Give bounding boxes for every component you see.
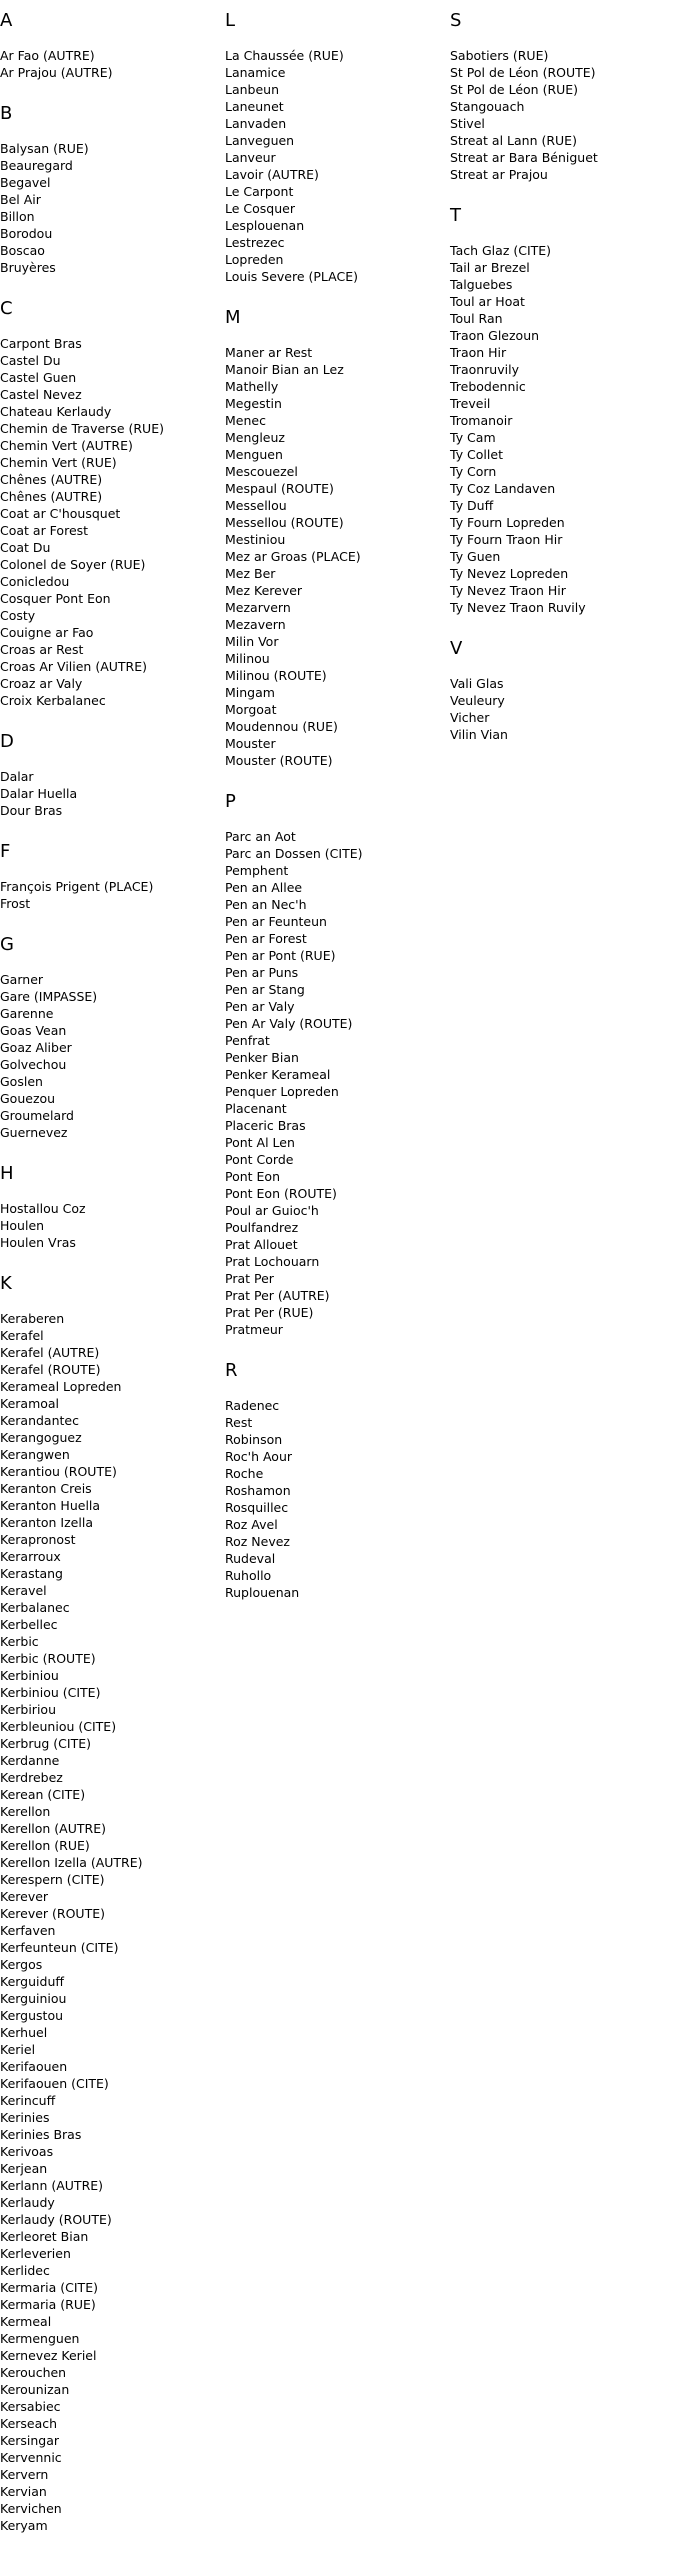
street-name: Prat Per (AUTRE) [225,1288,330,1303]
street-name: Pont Al Len [225,1135,295,1150]
street-index-column-3 [450,10,670,765]
street-name: Kerandantec [0,1413,79,1428]
street-name: Kerean (CITE) [0,1787,86,1802]
street-name: Veuleury [450,693,505,708]
street-name: La Chaussée (RUE) [225,48,344,63]
street-name: Pen ar Pont (RUE) [225,948,336,963]
street-name: Pen ar Stang [225,982,305,997]
street-name: Kerespern (CITE) [0,1872,105,1887]
street-name: Kerguiniou [0,1991,67,2006]
street-name: Croaz ar Valy [0,676,83,691]
section-letter-heading: V [450,638,463,659]
street-name: Poul ar Guioc'h [225,1203,319,1218]
street-name: Ty Collet [450,447,503,462]
street-list [0,768,220,819]
street-name: Stivel [450,116,485,131]
street-name: Ty Nevez Traon Hir [450,583,566,598]
street-name: Pen ar Forest [225,931,307,946]
street-name: Tach Glaz (CITE) [450,243,552,258]
section-letter-heading: A [0,10,13,31]
letter-section-t [450,205,670,616]
street-name: Treveil [450,396,491,411]
street-name: Lavoir (AUTRE) [225,167,319,182]
street-name: Ty Corn [450,464,497,479]
letter-section-f [0,841,220,912]
street-name: Kerinies [0,2110,50,2125]
letter-section-v [450,638,670,743]
street-name: Chemin de Traverse (RUE) [0,421,164,436]
street-name: Dour Bras [0,803,63,818]
street-name: Lanamice [225,65,286,80]
street-name: Traon Glezoun [450,328,540,343]
street-name: Kerastang [0,1566,63,1581]
section-letter-heading: P [225,791,236,812]
street-name: Kerjean [0,2161,48,2176]
street-name: Morgoat [225,702,277,717]
street-list [0,971,220,1141]
street-name: Mez Ber [225,566,276,581]
letter-section-r [225,1360,445,1601]
street-name: Le Carpont [225,184,294,199]
street-name: Golvechou [0,1057,67,1072]
street-name: Ty Fourn Traon Hir [450,532,563,547]
street-name: Roshamon [225,1483,291,1498]
street-name: Croix Kerbalanec [0,693,106,708]
street-name: Keramoal [0,1396,60,1411]
street-list [450,47,670,183]
street-name: Kerivoas [0,2144,54,2159]
section-letter-heading: T [450,205,461,226]
street-name: Megestin [225,396,282,411]
street-name: Prat Allouet [225,1237,298,1252]
street-name: Dalar [0,769,34,784]
street-name: Lanveur [225,150,276,165]
street-name: Mezarvern [225,600,291,615]
street-name: François Prigent (PLACE) [0,879,154,894]
street-name: Prat Per [225,1271,274,1286]
street-name: Kervian [0,2484,47,2499]
letter-section-s [450,10,670,183]
street-name: Goas Vean [0,1023,67,1038]
street-name: Bel Air [0,192,41,207]
street-name: Croas ar Rest [0,642,84,657]
street-name: Cosquer Pont Eon [0,591,111,606]
street-name: Kerafel [0,1328,44,1343]
street-list [0,335,220,709]
street-name: Poulfandrez [225,1220,299,1235]
street-name: Milin Vor [225,634,279,649]
street-name: Kervennic [0,2450,62,2465]
street-name: Pont Eon [225,1169,281,1184]
street-name: St Pol de Léon (ROUTE) [450,65,596,80]
street-name: Kergos [0,1957,43,1972]
street-list [225,1397,445,1601]
street-name: Prat Lochouarn [225,1254,320,1269]
street-name: Kermaria (CITE) [0,2280,98,2295]
street-list [225,47,445,285]
street-name: Kerdrebez [0,1770,63,1785]
street-name: Pen an Allee [225,880,303,895]
street-name: Balysan (RUE) [0,141,89,156]
street-name: Houlen [0,1218,45,1233]
letter-section-l [225,10,445,285]
street-name: Ar Prajou (AUTRE) [0,65,113,80]
street-name: Ty Nevez Traon Ruvily [450,600,586,615]
street-name: Menec [225,413,266,428]
letter-section-k [0,1273,220,2534]
street-name: Ruplouenan [225,1585,300,1600]
street-name: Pratmeur [225,1322,283,1337]
street-name: Pen ar Feunteun [225,914,327,929]
street-name: Kerlidec [0,2263,50,2278]
street-name: Kerinies Bras [0,2127,82,2142]
street-name: Chênes (AUTRE) [0,472,103,487]
street-name: Kerarroux [0,1549,61,1564]
street-name: Ty Coz Landaven [450,481,556,496]
letter-section-p [225,791,445,1338]
street-name: Roche [225,1466,264,1481]
street-name: Parc an Aot [225,829,296,844]
street-name: Lestrezec [225,235,285,250]
street-name: Keranton Izella [0,1515,93,1530]
street-name: Guernevez [0,1125,68,1140]
street-name: Pen ar Valy [225,999,295,1014]
street-name: Trebodennic [450,379,526,394]
street-name: Kerellon Izella (AUTRE) [0,1855,143,1870]
street-name: Milinou [225,651,270,666]
street-name: Lanbeun [225,82,280,97]
section-letter-heading: K [0,1273,12,1294]
street-name: Roz Avel [225,1517,278,1532]
street-name: Gouezou [0,1091,56,1106]
street-name: Pont Corde [225,1152,294,1167]
street-name: Chateau Kerlaudy [0,404,112,419]
street-name: Kerfaven [0,1923,56,1938]
street-name: Tail ar Brezel [450,260,530,275]
street-name: Ty Nevez Lopreden [450,566,569,581]
street-name: Kermenguen [0,2331,80,2346]
street-name: Moudennou (RUE) [225,719,338,734]
street-name: Ty Duff [450,498,494,513]
street-name: Kerbiriou [0,1702,56,1717]
street-name: Pont Eon (ROUTE) [225,1186,337,1201]
street-name: Rest [225,1415,253,1430]
street-name: Beauregard [0,158,73,173]
street-name: Mouster [225,736,276,751]
street-name: Kersingar [0,2433,60,2448]
street-name: Sabotiers (RUE) [450,48,549,63]
street-name: Ty Fourn Lopreden [450,515,565,530]
letter-section-d [0,731,220,819]
street-list [225,828,445,1338]
street-name: Conicledou [0,574,70,589]
section-letter-heading: H [0,1163,14,1184]
street-name: Kerellon [0,1804,51,1819]
street-index-column-2 [225,10,445,1623]
section-letter-heading: L [225,10,236,31]
street-name: Placeric Bras [225,1118,306,1133]
street-name: Kerafel (AUTRE) [0,1345,100,1360]
street-name: Kergustou [0,2008,64,2023]
street-name: Prat Per (RUE) [225,1305,314,1320]
street-name: Kerameal Lopreden [0,1379,122,1394]
street-name: Mouster (ROUTE) [225,753,333,768]
street-name: Kerhuel [0,2025,48,2040]
street-name: Traon Hir [450,345,507,360]
street-name: Streat ar Bara Béniguet [450,150,598,165]
letter-section-b [0,103,220,276]
street-name: Pen ar Puns [225,965,299,980]
street-name: Kerbiniou [0,1668,59,1683]
street-name: Pemphent [225,863,289,878]
street-list [0,1310,220,2534]
street-name: Toul Ran [450,311,503,326]
section-letter-heading: R [225,1360,238,1381]
street-name: Kerlann (AUTRE) [0,2178,104,2193]
street-list [0,878,220,912]
street-name: Coat Du [0,540,51,555]
street-name: Messellou [225,498,287,513]
street-name: Bruyères [0,260,56,275]
street-name: Manoir Bian an Lez [225,362,344,377]
street-name: Houlen Vras [0,1235,76,1250]
street-name: Kerleverien [0,2246,71,2261]
street-name: Kerounizan [0,2382,70,2397]
street-name: Pen an Nec'h [225,897,307,912]
street-name: Pen Ar Valy (ROUTE) [225,1016,353,1031]
street-name: Kerangoguez [0,1430,82,1445]
street-name: Penker Bian [225,1050,299,1065]
street-list [0,140,220,276]
street-name: Rosquillec [225,1500,289,1515]
street-name: Talguebes [450,277,513,292]
street-name: Keriel [0,2042,36,2057]
street-name: Rudeval [225,1551,276,1566]
street-name: Kerifaouen [0,2059,68,2074]
street-name: Stangouach [450,99,525,114]
street-name: Vilin Vian [450,727,508,742]
street-name: Placenant [225,1101,287,1116]
street-name: Ty Guen [450,549,501,564]
street-name: Kerbalanec [0,1600,70,1615]
street-name: Coat ar C'housquet [0,506,121,521]
street-list [0,1200,220,1251]
street-index-column-1 [0,10,220,2556]
street-name: Le Cosquer [225,201,295,216]
street-name: Couigne ar Fao [0,625,94,640]
street-name: Roz Nevez [225,1534,290,1549]
street-name: Penfrat [225,1033,270,1048]
street-name: Robinson [225,1432,283,1447]
street-name: Keranton Creis [0,1481,92,1496]
street-name: Vicher [450,710,490,725]
street-name: Traonruvily [450,362,519,377]
street-name: Goaz Aliber [0,1040,72,1055]
street-name: Toul ar Hoat [450,294,525,309]
section-letter-heading: S [450,10,462,31]
street-name: Mez Kerever [225,583,303,598]
letter-section-c [0,298,220,709]
street-name: Ty Cam [450,430,496,445]
street-name: Costy [0,608,36,623]
street-name: Kerellon (RUE) [0,1838,90,1853]
street-name: Garenne [0,1006,54,1021]
street-name: Kermaria (RUE) [0,2297,96,2312]
section-letter-heading: B [0,103,13,124]
street-name: Kerseach [0,2416,58,2431]
street-name: Kerlaudy [0,2195,55,2210]
street-name: Vali Glas [450,676,504,691]
street-name: Radenec [225,1398,280,1413]
street-name: Kerever (ROUTE) [0,1906,105,1921]
street-name: Ar Fao (AUTRE) [0,48,95,63]
street-name: Penker Kerameal [225,1067,331,1082]
section-letter-heading: G [0,934,14,955]
letter-section-a [0,10,220,81]
street-name: Kerbrug (CITE) [0,1736,92,1751]
section-letter-heading: C [0,298,13,319]
street-name: Kersabiec [0,2399,61,2414]
street-name: Chemin Vert (RUE) [0,455,117,470]
letter-section-g [0,934,220,1141]
street-name: Kerantiou (ROUTE) [0,1464,117,1479]
street-list [0,47,220,81]
street-name: Dalar Huella [0,786,78,801]
street-name: Mingam [225,685,275,700]
street-name: Mez ar Groas (PLACE) [225,549,361,564]
street-name: Mezavern [225,617,286,632]
street-name: Lanvaden [225,116,287,131]
street-name: Colonel de Soyer (RUE) [0,557,146,572]
street-name: Kerlaudy (ROUTE) [0,2212,112,2227]
street-name: Lesplouenan [225,218,305,233]
street-name: Kerfeunteun (CITE) [0,1940,119,1955]
street-name: Billon [0,209,35,224]
street-name: Mestiniou [225,532,286,547]
section-letter-heading: D [0,731,14,752]
street-name: Kerafel (ROUTE) [0,1362,101,1377]
street-list [450,675,670,743]
street-name: Keranton Huella [0,1498,101,1513]
street-name: Mescouezel [225,464,298,479]
street-name: Coat ar Forest [0,523,89,538]
street-name: Chemin Vert (AUTRE) [0,438,133,453]
street-name: Kerguiduff [0,1974,64,1989]
section-letter-heading: F [0,841,11,862]
street-name: Messellou (ROUTE) [225,515,344,530]
street-name: Streat ar Prajou [450,167,548,182]
street-name: Kerever [0,1889,49,1904]
street-name: Kerbleuniou (CITE) [0,1719,117,1734]
street-name: Kerincuff [0,2093,56,2108]
section-letter-heading: M [225,307,241,328]
street-name: Kerbellec [0,1617,58,1632]
street-name: Kermeal [0,2314,52,2329]
street-name: Frost [0,896,31,911]
street-name: Keravel [0,1583,47,1598]
letter-section-m [225,307,445,769]
street-name: Borodou [0,226,53,241]
street-name: Kerapronost [0,1532,76,1547]
street-name: Groumelard [0,1108,74,1123]
street-name: Mespaul (ROUTE) [225,481,334,496]
street-name: Mathelly [225,379,279,394]
street-name: Garner [0,972,44,987]
street-name: Keryam [0,2518,48,2533]
street-name: Louis Severe (PLACE) [225,269,359,284]
street-name: Begavel [0,175,51,190]
street-list [225,344,445,769]
street-name: Tromanoir [450,413,513,428]
street-name: Ruhollo [225,1568,272,1583]
street-name: Kerangwen [0,1447,70,1462]
street-name: Laneunet [225,99,284,114]
street-name: Croas Ar Vilien (AUTRE) [0,659,148,674]
street-name: Gare (IMPASSE) [0,989,98,1004]
street-name: Boscao [0,243,45,258]
street-name: Castel Du [0,353,61,368]
street-name: Kerleoret Bian [0,2229,89,2244]
street-name: Kerbic [0,1634,39,1649]
street-name: Menguen [225,447,283,462]
street-name: Kerbic (ROUTE) [0,1651,96,1666]
street-name: Kervern [0,2467,49,2482]
street-name: Castel Guen [0,370,77,385]
street-name: Kerellon (AUTRE) [0,1821,106,1836]
street-name: Kerifaouen (CITE) [0,2076,109,2091]
street-name: Keraberen [0,1311,65,1326]
street-name: Milinou (ROUTE) [225,668,327,683]
street-name: Penquer Lopreden [225,1084,339,1099]
street-name: Goslen [0,1074,43,1089]
street-name: Streat al Lann (RUE) [450,133,577,148]
street-name: Roc'h Aour [225,1449,293,1464]
street-name: Hostallou Coz [0,1201,86,1216]
street-name: Castel Nevez [0,387,82,402]
street-name: Lanveguen [225,133,295,148]
street-name: Kerbiniou (CITE) [0,1685,101,1700]
street-name: Kerdanne [0,1753,60,1768]
street-name: Maner ar Rest [225,345,313,360]
street-name: Kerouchen [0,2365,67,2380]
street-name: Carpont Bras [0,336,82,351]
letter-section-h [0,1163,220,1251]
street-name: St Pol de Léon (RUE) [450,82,579,97]
street-name: Parc an Dossen (CITE) [225,846,363,861]
street-name: Mengleuz [225,430,285,445]
street-list [450,242,670,616]
street-name: Kervichen [0,2501,62,2516]
street-name: Lopreden [225,252,284,267]
street-name: Kernevez Keriel [0,2348,97,2363]
street-name: Chênes (AUTRE) [0,489,103,504]
